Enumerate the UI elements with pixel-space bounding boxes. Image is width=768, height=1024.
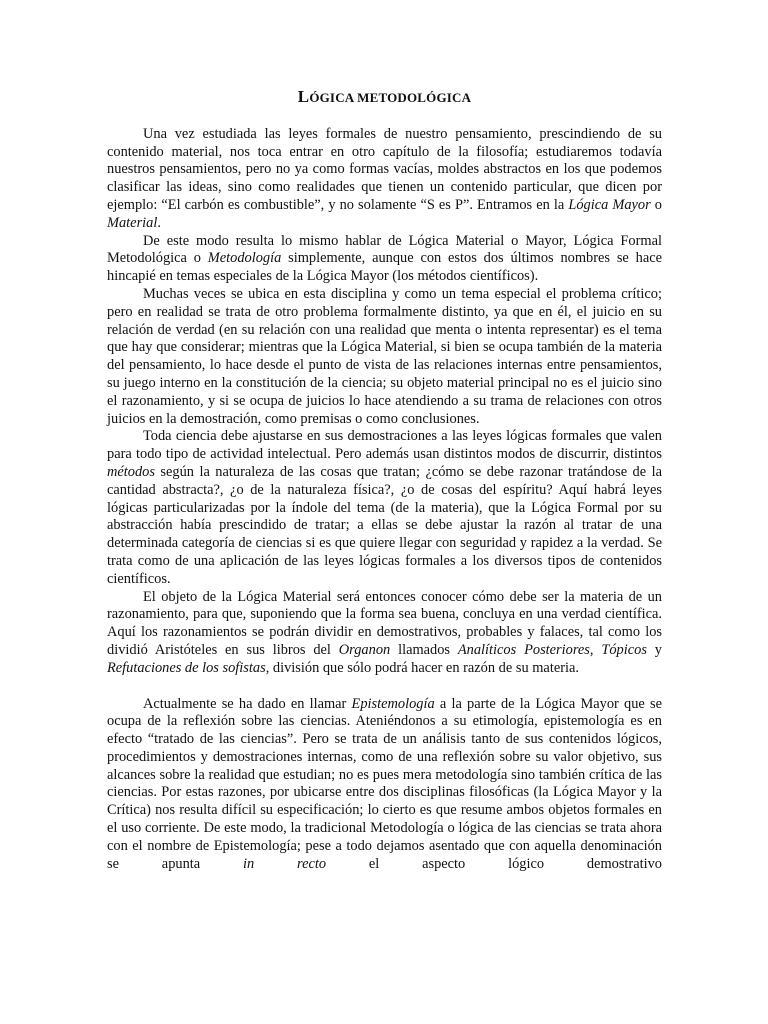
text-run: . — [157, 214, 161, 231]
paragraph-gap — [107, 678, 662, 696]
document-page — [107, 88, 662, 873]
text-run: o — [650, 196, 662, 213]
title-initial: L — [297, 87, 310, 106]
body-text — [107, 126, 662, 874]
text-run: De este modo resulta lo mismo hablar de Lógica Material o Mayor, Lógica Formal Metodológica o — [107, 232, 662, 267]
italic-run: Material — [107, 214, 158, 231]
text-run: Una vez estudiada las leyes formales de nuestro pensamiento, prescindiendo de su contenido material, nos toca entrar en otro capítulo de la filosofía; estudiaremos todavía nuestros pensamientos, pero no ya como formas vacías, moldes abstractos en los que podemos clasificar las ideas, sino como realidades que tienen un contenido particular, que dicen por ejemplo: “El carbón es combustible”, y no solamente “S es P”. Entramos en la — [107, 125, 662, 213]
italic-run: métodos — [107, 463, 155, 480]
text-run: según la naturaleza de las cosas que tratan; ¿cómo se debe razonar tratándose de la cantidad abstracta?, ¿o de la naturaleza física?, ¿o de cosas del espíritu? Aquí habrá leyes lógicas particularizadas por la índole del tema (de la materia), que la Lógica Formal por su abstracción había prescindido de tratar; a ellas se debe ajustar la razón al tratar de una determinada categoría de ciencias si es que quiere llegar con seguridad y rapidez a la verdad. Se trata como de una aplicación de las leyes lógicas formales a los diversos tipos de contenidos científicos. — [107, 463, 662, 587]
text-run: y — [646, 641, 662, 658]
text-run: , — [589, 641, 602, 658]
italic-run: Refutaciones de los sofistas — [107, 659, 266, 676]
text-run: el aspecto lógico demostrativo — [326, 855, 662, 872]
text-run: a la parte de la Lógica Mayor que se ocupa de la reflexión sobre las ciencias. Ateniéndonos a su etimología, epistemología es en efecto “tratado de las ciencias”. Pero se trata de un análisis tanto de sus contenidos lógicos, procedimientos y demostraciones internas, como de una reflexión sobre su valor objetivo, sus alcances sobre la realidad que estudian; no es pues mera metodología sino también crítica de las ciencias. Por estas razones, por ubicarse entre dos disciplinas filosóficas (la Lógica Mayor y la Crítica) nos resulta difícil su especificación; lo cierto es que resume ambos objetos formales en el uso corriente. De este modo, la tradicional Metodología o lógica de las ciencias se trata ahora con el nombre de Epistemología; pese a todo dejamos asentado que con aquella denominación se apunta — [107, 695, 662, 872]
italic-run: Metodología — [207, 250, 282, 267]
italic-run: Lógica Mayor — [568, 196, 651, 213]
text-run: simplemente, aunque con estos dos últimos nombres se hace hincapié en temas especiales de la Lógica Mayor (los métodos científicos). — [107, 250, 662, 285]
paragraph-p3 — [107, 286, 662, 428]
text-run: llamados — [390, 641, 458, 658]
paragraph-p2 — [107, 233, 662, 286]
text-run: Toda ciencia debe ajustarse en sus demostraciones a las leyes lógicas formales que valen para todo tipo de actividad intelectual. Pero además usan distintos modos de discurrir, distintos — [107, 428, 662, 463]
text-run: Muchas veces se ubica en esta disciplina y como un tema especial el problema crítico; pero en realidad se trata de otro problema formalmente distinto, ya que en él, el juicio en su relación de verdad (en su relación con una realidad que menta o intenta representar) es el tema que hay que considerar; mientras que la Lógica Material, si bien se ocupa también de la materia del pensamiento, lo hace desde el punto de vista de las relaciones internas entre pensamientos, su juego interno en la constitución de la ciencia; su objeto material principal no es el juicio sino el razonamiento, y si se ocupa de juicios lo hace atendiendo a su trama de relaciones con otros juicios en la demostración, como premisas o como conclusiones. — [107, 285, 662, 427]
italic-run: Organon — [338, 641, 391, 658]
italic-run: Epistemología — [351, 695, 435, 712]
paragraph-p4 — [107, 428, 662, 588]
paragraph-p6 — [107, 696, 662, 874]
text-run: , división que sólo podrá hacer en razón de su materia. — [265, 659, 579, 676]
text-run: Actualmente se ha dado en llamar — [143, 695, 352, 712]
paragraph-p1 — [107, 126, 662, 233]
paragraph-p5 — [107, 589, 662, 678]
italic-run: Tópicos — [601, 641, 647, 658]
italic-run: in recto — [243, 855, 327, 872]
title-rest: ÓGICA METODOLÓGICA — [309, 90, 472, 105]
page-title — [107, 88, 662, 108]
italic-run: Analíticos Posteriores — [457, 641, 590, 658]
text-run: El objeto de la Lógica Material será entonces conocer cómo debe ser la materia de un razonamiento, para que, suponiendo que la forma sea buena, concluya en una verdad científica. Aquí los razonamientos se podrán dividir en demostrativos, probables y falaces, tal como los dividió Aristóteles en sus libros del — [107, 588, 662, 658]
